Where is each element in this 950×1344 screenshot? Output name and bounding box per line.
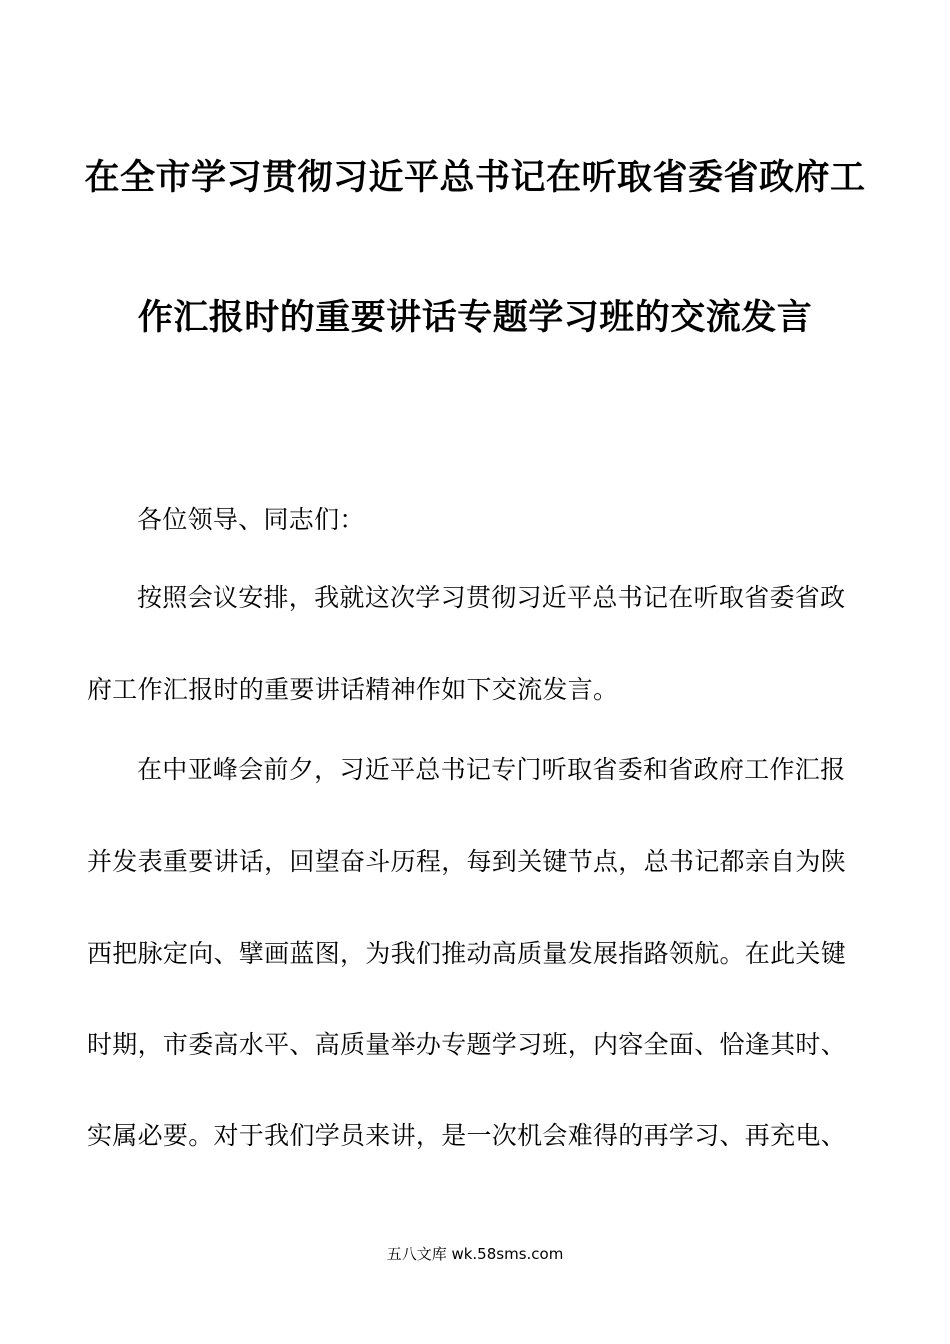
title-line-1: 在全市学习贯彻习近平总书记在听取省委省政府工 <box>84 158 866 198</box>
paragraph-2-line-2: 并发表重要讲话，回望奋斗历程，每到关键节点，总书记都亲自为陕 <box>87 847 847 876</box>
paragraph-1-line-2: 府工作汇报时的重要讲话精神作如下交流发言。 <box>87 675 619 704</box>
paragraph-2-line-1: 在中亚峰会前夕，习近平总书记专门听取省委和省政府工作汇报 <box>137 755 846 784</box>
paragraph-2-line-3: 西把脉定向、擘画蓝图，为我们推动高质量发展指路领航。在此关键 <box>87 939 847 968</box>
paragraph-1-line-1: 按照会议安排，我就这次学习贯彻习近平总书记在听取省委省政 <box>137 583 846 612</box>
paragraph-2-line-4: 时期，市委高水平、高质量举办专题学习班，内容全面、恰逢其时、 <box>87 1030 847 1059</box>
footer-watermark: 五八文库 wk.58sms.com <box>386 1245 564 1263</box>
title-line-2: 作汇报时的重要讲话专题学习班的交流发言 <box>137 298 813 338</box>
paragraph-2-line-5: 实属必要。对于我们学员来讲，是一次机会难得的再学习、再充电、 <box>87 1121 847 1150</box>
salutation: 各位领导、同志们： <box>137 505 365 534</box>
